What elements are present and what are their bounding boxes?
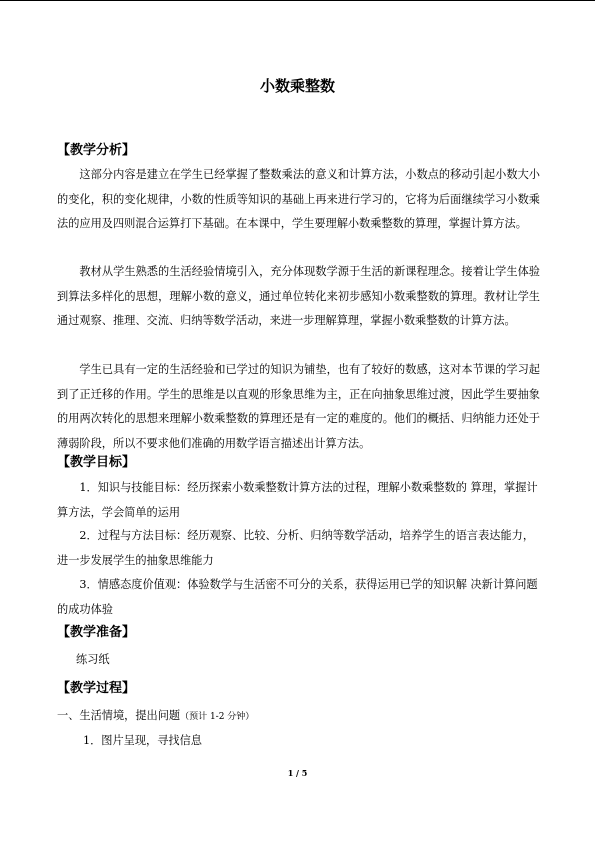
process-step-1-note: （预计 1-2 分钟） xyxy=(180,712,255,722)
section-heading-preparation: 【教学准备】 xyxy=(57,625,136,640)
page-number: 1 / 5 xyxy=(287,768,308,778)
process-step-1 xyxy=(57,707,254,726)
process-step-1-sub: 1．图片呈现，寻找信息 xyxy=(83,734,202,747)
section-heading-analysis: 【教学分析】 xyxy=(57,143,136,158)
analysis-paragraph-3: 学生已具有一定的生活经验和已学过的知识为铺垫，也有了较好的数感，这对本节课的学习起到了正迁移的作用。学生的思维是以直观的形象思维为主，正在向抽象思维过渡，因此学生要抽象的用两次转化的思想来理解小数乘整数的算理还是有一定的难度的。他们的概括、归纳能力还处于薄弱阶段，所以不要求他们准确的用数学语言描述出计算方法。 xyxy=(57,363,540,450)
goal-item-3: 3．情感态度价值观：体验数学与生活密不可分的关系，获得运用已学的知识解 决新计算问题的成功体验 xyxy=(57,578,538,616)
section-heading-process: 【教学过程】 xyxy=(57,681,136,696)
analysis-paragraph-2: 教材从学生熟悉的生活经验情境引入，充分体现数学源于生活的新课程理念。接着让学生体验到算法多样化的思想，理解小数的意义，通过单位转化来初步感知小数乘整数的算理。教材让学生通过观察、推理、交流、归纳等数学活动，来进一步理解算理，掌握小数乘整数的计算方法。 xyxy=(57,265,540,328)
goal-item-1: 1．知识与技能目标：经历探索小数乘整数计算方法的过程，理解小数乘整数的 算理，掌握计算方法，学会简单的运用 xyxy=(57,481,538,519)
goal-item-2: 2．过程与方法目标：经历观察、比较、分析、归纳等数学活动，培养学生的语言表达能力，进一步发展学生的抽象思维能力 xyxy=(57,529,535,567)
process-step-1-title: 一、生活情境，提出问题 xyxy=(57,709,181,722)
preparation-text: 练习纸 xyxy=(76,653,110,666)
top-rule xyxy=(0,0,595,1)
section-heading-goals: 【教学目标】 xyxy=(57,455,136,470)
analysis-paragraph-1: 这部分内容是建立在学生已经掌握了整数乘法的意义和计算方法，小数点的移动引起小数大小的变化，积的变化规律，小数的性质等知识的基础上再来进行学习的，它将为后面继续学习小数乘法的应用及四则混合运算打下基础。在本课中，学生要理解小数乘整数的算理，掌握计算方法。 xyxy=(57,168,540,231)
page-title: 小数乘整数 xyxy=(259,77,335,95)
